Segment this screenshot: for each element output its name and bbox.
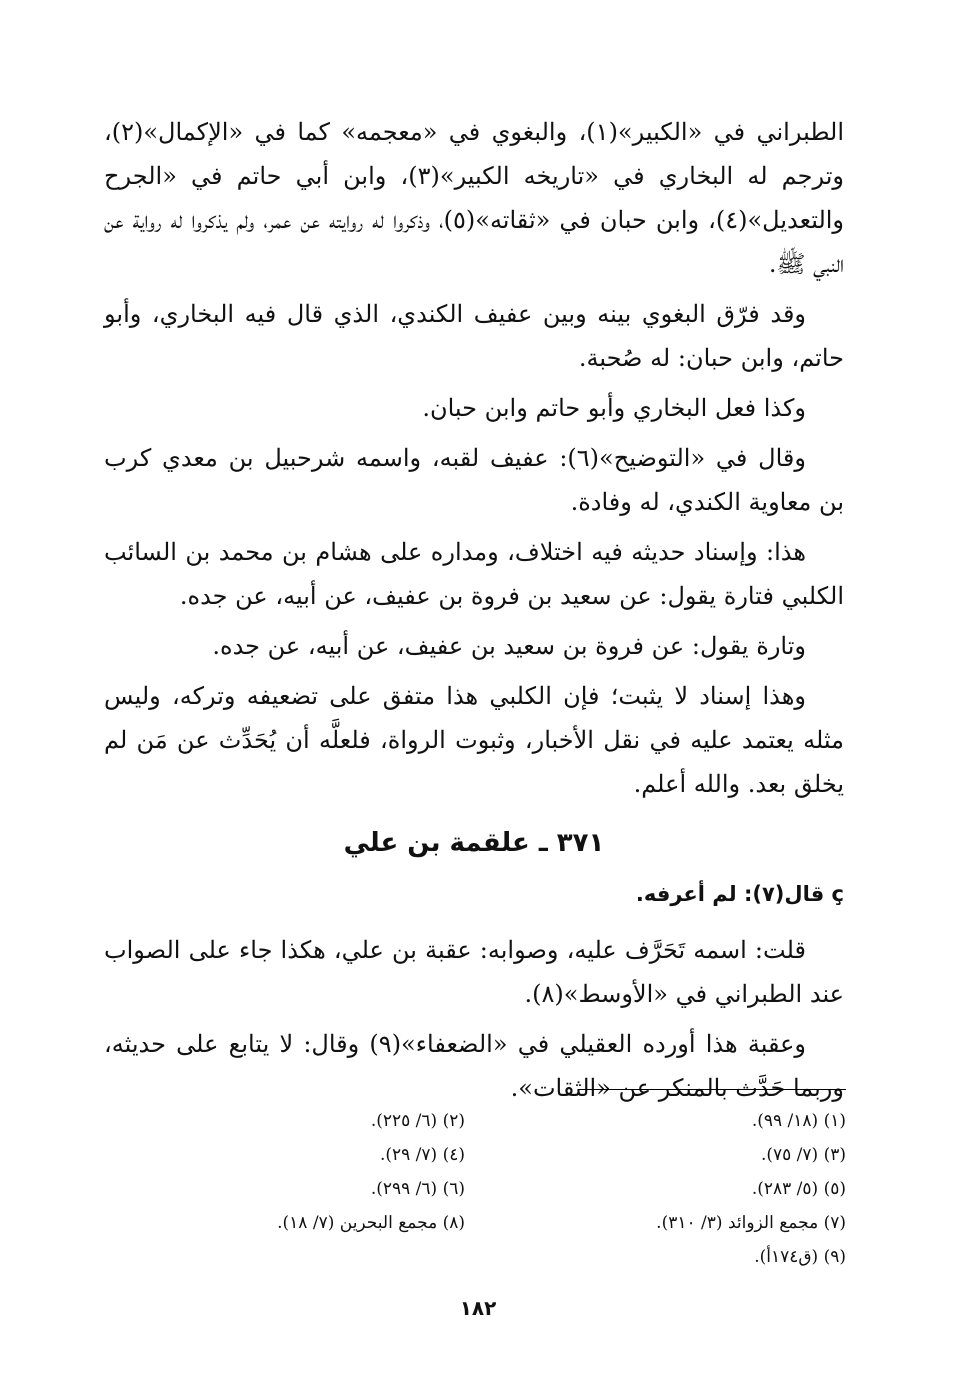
paragraph-5: هذا: وإسناد حديثه فيه اختلاف، ومداره على هشام بن محمد بن السائب الكلبي فتارة يقول: عن سعيد بن فروة بن عفيف، عن أبيه، عن جده. (104, 538, 844, 610)
entry-heading: ٣٧١ ـ علقمة بن علي (343, 828, 605, 858)
footnotes (104, 1104, 846, 1274)
footnote-9: (٩) (ق١٧٤أ). (754, 1247, 846, 1267)
paragraph-3: وكذا فعل البخاري وأبو حاتم وابن حبان. (422, 394, 806, 422)
paragraph-8: قلت: اسمه تَحَرَّف عليه، وصوابه: عقبة بن علي، هكذا جاء على الصواب عند الطبراني في «الأوسط»(٨). (104, 936, 844, 1008)
paragraph-1: الطبراني في «الكبير»(١)، والبغوي في «معجمه» كما في «الإكمال»(٢)، وترجم له البخاري في «تاريخه الكبير»(٣)، وابن أبي حاتم في «الجرح والتعديل»(٤)، وابن حبان في «ثقاته»(٥)، وذكروا له روايته عن عمر، ولم يذكروا له رواية عن النبي ﷺ. (104, 118, 845, 278)
paragraph-2: وقد فرّق البغوي بينه وبين عفيف الكندي، الذي قال فيه البخاري، وأبو حاتم، وابن حبان: له صُحبة. (104, 300, 844, 372)
main-text (104, 110, 844, 1116)
paragraph-9: وعقبة هذا أورده العقيلي في «الضعفاء»(٩) وقال: لا يتابع على حديثه، وربما حَدَّث بالمنكر عن «الثقات». (104, 1030, 844, 1102)
page-number: ١٨٢ (459, 1296, 497, 1320)
footnote-8: (٨) مجمع البحرين (٧/ ١٨). (277, 1213, 465, 1233)
paragraph-4: وقال في «التوضيح»(٦): عفيف لقبه، واسمه شرحبيل بن معدي كرب بن معاوية الكندي، له وفادة. (104, 444, 844, 516)
footnote-separator (578, 1089, 846, 1090)
footnote-2: (٢) (٦/ ٢٢٥). (370, 1111, 465, 1131)
footnote-4: (٤) (٧/ ٢٩). (379, 1145, 465, 1165)
footnote-5: (٥) (٥/ ٢٨٣). (751, 1179, 846, 1199)
footnote-1: (١) (١٨/ ٩٩). (751, 1111, 846, 1131)
footnote-3: (٣) (٧/ ٧٥). (760, 1145, 846, 1165)
paragraph-7: وهذا إسناد لا يثبت؛ فإن الكلبي هذا متفق على تضعيفه وتركه، وليس مثله يعتمد عليه في نقل الأخبار، وثبوت الرواة، فلعلَّه أن يُحَدِّث عن مَن لم يخلق بعد. والله أعلم. (104, 682, 844, 798)
paragraph-6: وتارة يقول: عن فروة بن سعيد بن عفيف، عن أبيه، عن جده. (212, 632, 806, 660)
footnote-7: (٧) مجمع الزوائد (٣/ ٣١٠). (656, 1213, 846, 1233)
footnote-6: (٦) (٦/ ٢٩٩). (370, 1179, 465, 1199)
entry-quote: ç قال(٧): لم أعرفه. (635, 882, 844, 906)
